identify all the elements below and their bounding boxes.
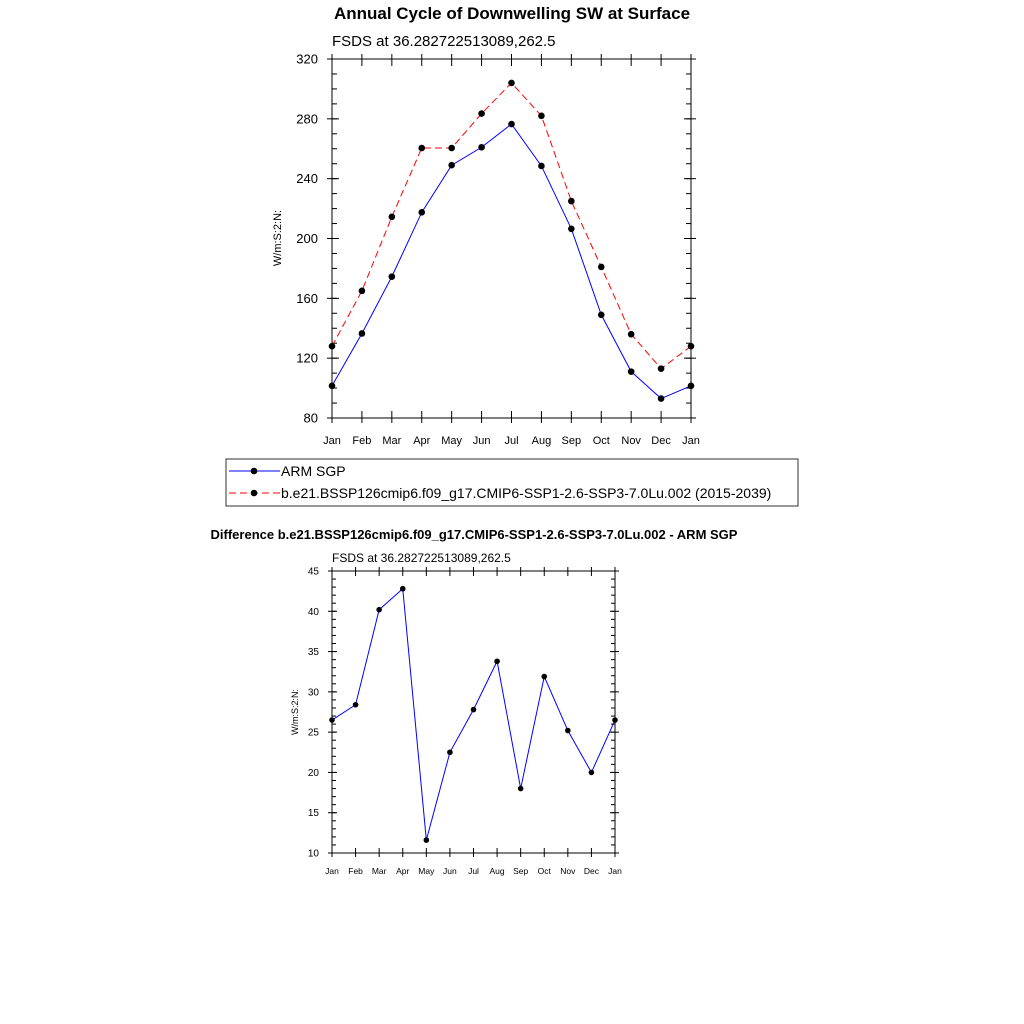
y-tick-label: 15 bbox=[307, 808, 319, 820]
difference-chart bbox=[211, 527, 738, 876]
data-point bbox=[589, 770, 595, 776]
x-tick-label: Nov bbox=[560, 866, 576, 876]
y-tick-label: 20 bbox=[307, 767, 319, 779]
data-point bbox=[508, 80, 515, 87]
data-point bbox=[658, 395, 665, 402]
x-tick-label: Mar bbox=[382, 435, 402, 447]
y-tick-label: 30 bbox=[307, 687, 319, 699]
x-tick-label: Dec bbox=[583, 866, 599, 876]
x-tick-label: Apr bbox=[396, 866, 410, 876]
x-tick-label: Jan bbox=[323, 435, 341, 447]
x-tick-label: Oct bbox=[537, 866, 551, 876]
y-tick-label: 80 bbox=[303, 410, 318, 426]
data-point bbox=[541, 674, 547, 680]
data-point bbox=[424, 837, 430, 843]
data-point bbox=[447, 749, 453, 755]
x-tick-label: Jan bbox=[325, 866, 339, 876]
data-point bbox=[471, 707, 477, 713]
x-tick-label: Jun bbox=[472, 435, 491, 447]
data-point bbox=[628, 331, 635, 338]
data-point bbox=[598, 264, 605, 271]
y-tick-label: 240 bbox=[296, 171, 318, 187]
x-tick-label: Sep bbox=[561, 435, 582, 447]
y-axis-label: W/m:S:2:N: bbox=[272, 209, 284, 267]
x-tick-label: Feb bbox=[352, 435, 372, 447]
chart-title: Annual Cycle of Downwelling SW at Surface bbox=[333, 4, 691, 23]
data-point bbox=[565, 728, 571, 734]
data-point bbox=[376, 607, 382, 613]
x-tick-label: Apr bbox=[413, 435, 431, 447]
y-tick-label: 160 bbox=[296, 290, 318, 306]
data-point bbox=[538, 113, 545, 120]
data-point bbox=[568, 225, 575, 232]
x-tick-label: May bbox=[441, 435, 463, 447]
data-point bbox=[518, 786, 524, 792]
x-tick-label: Jan bbox=[608, 866, 622, 876]
legend-swatch-marker bbox=[251, 468, 258, 475]
legend-label: b.e21.BSSP126cmip6.f09_g17.CMIP6-SSP1-2.6-SSP3-7.0Lu.002 (2015-2039) bbox=[281, 485, 772, 501]
data-point bbox=[658, 365, 665, 372]
y-tick-label: 45 bbox=[307, 566, 319, 578]
legend-label: ARM SGP bbox=[281, 463, 346, 479]
data-point bbox=[353, 702, 359, 708]
x-tick-label: Sep bbox=[513, 866, 529, 876]
x-tick-labels bbox=[325, 866, 622, 876]
axis-ticks bbox=[327, 54, 696, 423]
plot-frame bbox=[332, 59, 691, 418]
series-line-0 bbox=[332, 589, 615, 840]
data-point bbox=[389, 214, 396, 221]
data-point bbox=[418, 209, 425, 216]
data-point bbox=[400, 586, 406, 592]
data-point bbox=[359, 330, 366, 337]
x-tick-label: May bbox=[418, 866, 435, 876]
data-point bbox=[448, 145, 455, 152]
data-point bbox=[568, 198, 575, 205]
legend bbox=[226, 459, 798, 506]
x-tick-label: Jan bbox=[682, 435, 700, 447]
y-tick-label: 200 bbox=[296, 231, 318, 247]
y-tick-label: 10 bbox=[307, 848, 319, 860]
data-point bbox=[508, 121, 515, 128]
x-tick-label: Nov bbox=[621, 435, 641, 447]
x-tick-label: Aug bbox=[531, 435, 552, 447]
data-point bbox=[389, 273, 396, 280]
data-point bbox=[538, 163, 545, 170]
legend-entry-model bbox=[229, 485, 771, 501]
y-tick-label: 35 bbox=[307, 647, 319, 659]
chart-subtitle: FSDS at 36.282722513089,262.5 bbox=[332, 551, 511, 565]
data-point bbox=[359, 288, 366, 295]
x-tick-label: Jul bbox=[468, 866, 479, 876]
y-tick-label: 320 bbox=[296, 51, 318, 67]
data-point bbox=[418, 145, 425, 152]
series-points bbox=[329, 586, 618, 843]
x-tick-label: Dec bbox=[651, 435, 671, 447]
annual-cycle-chart bbox=[272, 4, 700, 447]
y-tick-label: 280 bbox=[296, 111, 318, 127]
series-lines bbox=[332, 589, 615, 840]
series-lines bbox=[332, 83, 691, 399]
y-tick-labels bbox=[296, 52, 318, 426]
data-point bbox=[598, 311, 605, 318]
y-tick-labels bbox=[308, 567, 320, 860]
chart-subtitle: FSDS at 36.282722513089,262.5 bbox=[332, 33, 556, 50]
x-tick-label: Jun bbox=[443, 866, 457, 876]
y-tick-label: 25 bbox=[307, 727, 319, 739]
y-tick-label: 40 bbox=[307, 606, 319, 618]
x-tick-label: Mar bbox=[371, 866, 387, 876]
x-tick-label: Aug bbox=[489, 866, 505, 876]
data-point bbox=[628, 368, 635, 375]
data-point bbox=[478, 144, 485, 151]
data-point bbox=[448, 162, 455, 169]
data-point bbox=[478, 110, 485, 117]
x-tick-label: Feb bbox=[348, 866, 363, 876]
x-tick-labels bbox=[323, 435, 700, 447]
x-tick-label: Oct bbox=[592, 435, 610, 447]
series-line-0 bbox=[332, 124, 691, 398]
data-point bbox=[494, 658, 500, 664]
chart-title: Difference b.e21.BSSP126cmip6.f09_g17.CMIP6-SSP1-2.6-SSP3-7.0Lu.002 - ARM SGP bbox=[210, 527, 738, 542]
legend-swatch-marker bbox=[251, 490, 258, 497]
x-tick-label: Jul bbox=[504, 435, 519, 447]
series-points bbox=[329, 80, 695, 402]
y-tick-label: 120 bbox=[296, 350, 318, 366]
y-axis-label: W/m:S:2:N: bbox=[290, 688, 300, 736]
